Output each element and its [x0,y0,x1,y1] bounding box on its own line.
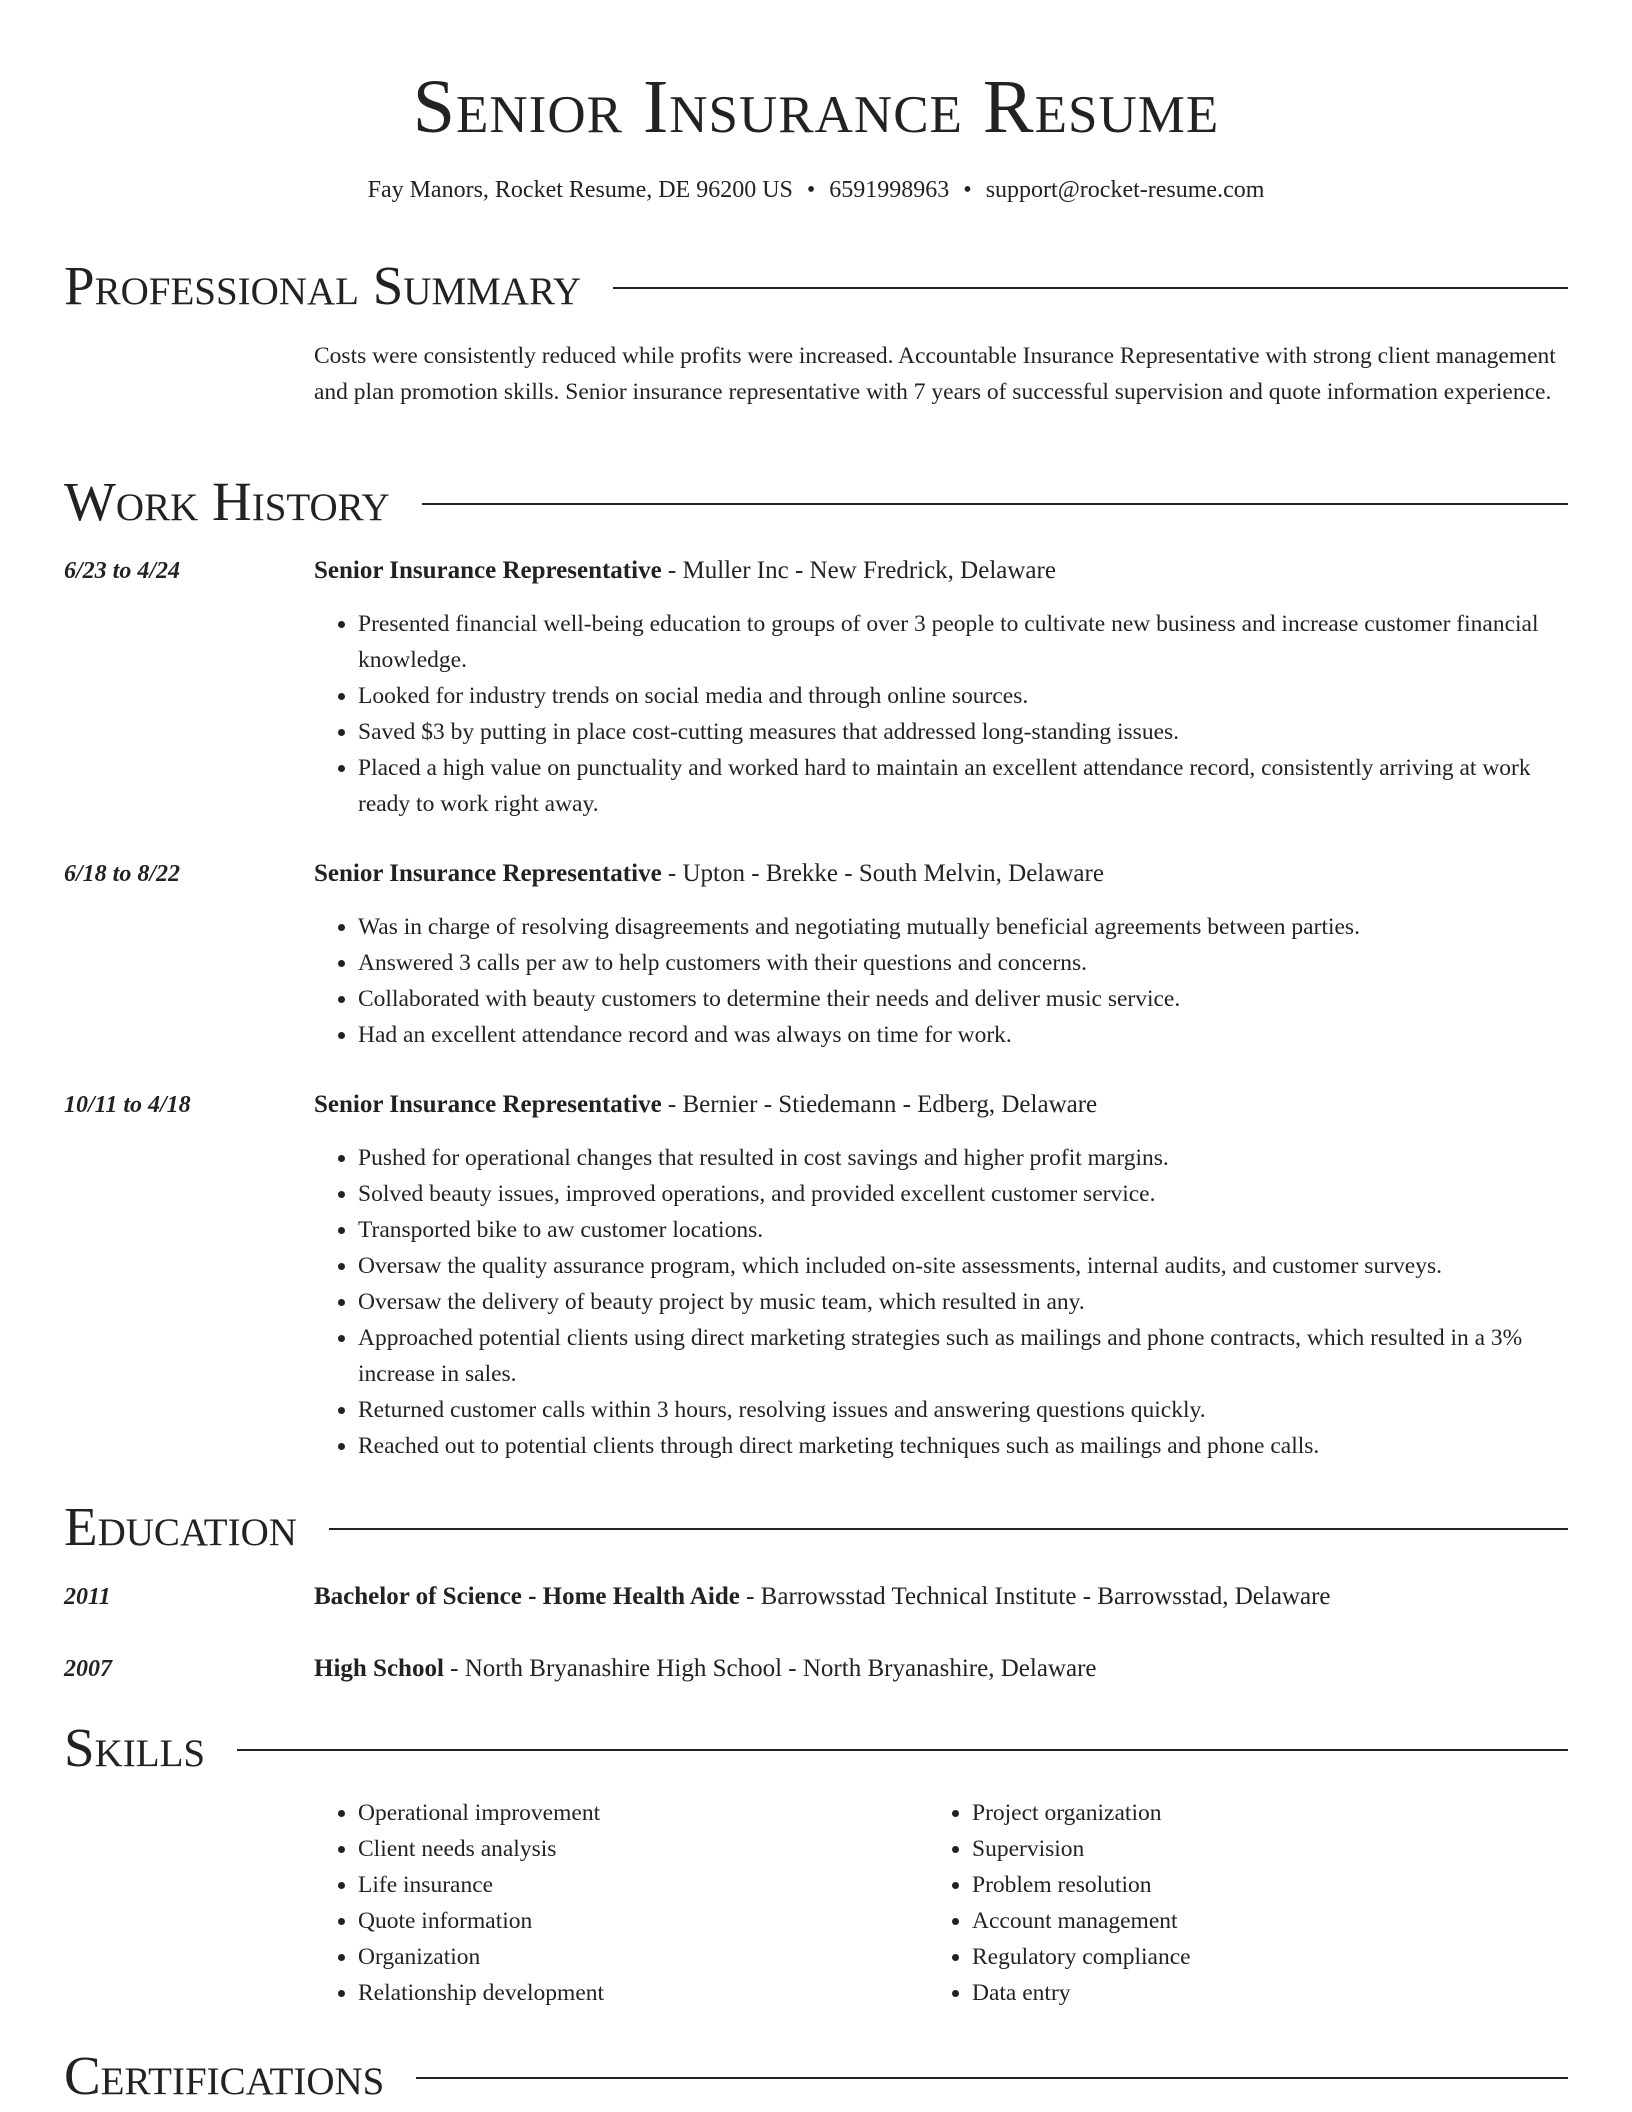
education-degree: Bachelor of Science - Home Health Aide [314,1583,740,1610]
job-dates: 6/18 to 8/22 [64,861,181,887]
education-year: 2011 [64,1584,111,1610]
skill-item: • Client needs analysis [358,1831,928,1867]
section-divider [237,1749,1568,1751]
contact-separator: • [806,177,816,203]
skills-column-right [928,1795,1542,2011]
certifications-section-header [64,2043,1568,2109]
job-role [314,1088,1568,1122]
summary-text: Costs were consistently reduced while profits were increased. Accountable Insurance Representative with strong client management and plan promotion skills. Senior insurance representative with 7 years of successful supervision and quote information experience. [314,343,1556,405]
education-details: - Barrowsstad Technical Institute - Barrowsstad, Delaware [739,1583,1331,1610]
skill-item: • Data entry [972,1975,1542,2011]
contact-line [0,174,1632,206]
job-bullet: • Transported bike to aw customer locations. [358,1212,1568,1248]
contact-separator: • [963,177,972,203]
job-bullet: • Placed a high value on punctuality and worked hard to maintain an excellent attendance record, consistently arriving at work ready to work right away. [358,750,1568,822]
job-bullet: • Collaborated with beauty customers to determine their needs and deliver music service. [358,981,1568,1017]
job-bullet: • Approached potential clients using direct marketing strategies such as mailings and phone contracts, which resulted in a 3% increase in sales. [358,1320,1568,1392]
job-bullet: • Looked for industry trends on social media and through online sources. [358,678,1568,714]
job-role [314,554,1568,588]
skill-item: • Problem resolution [972,1867,1542,1903]
job-bullet: • Returned customer calls within 3 hours, resolving issues and answering questions quickly. [358,1392,1568,1428]
skill-item: • Supervision [972,1831,1542,1867]
education-degree: High School [314,1655,444,1682]
job-bullet: • Oversaw the delivery of beauty project by music team, which resulted in any. [358,1284,1568,1320]
skill-item: • Project organization [972,1795,1542,1831]
section-divider [422,503,1568,505]
skills-column-left [314,1795,928,2011]
job-title: Senior Insurance Representative [314,1091,662,1118]
job-bullet: • Solved beauty issues, improved operations, and provided excellent customer service. [358,1176,1568,1212]
summary-heading: Professional Summary [64,255,582,316]
skill-item: • Quote information [358,1903,928,1939]
skills-list [314,1795,1570,2011]
education-role [314,1580,1568,1614]
job-dates: 10/11 to 4/18 [64,1092,191,1118]
work-heading: Work History [64,471,390,532]
job-bullets [314,909,1568,1053]
skill-item: • Regulatory compliance [972,1939,1542,1975]
job-bullet: • Oversaw the quality assurance program, which included on-site assessments, internal audits, and customer surveys. [358,1248,1568,1284]
section-divider [613,287,1568,289]
job-bullet: • Pushed for operational changes that resulted in cost savings and higher profit margins. [358,1140,1568,1176]
job-bullet: • Reached out to potential clients through direct marketing techniques such as mailings and phone calls. [358,1428,1568,1464]
job-title: Senior Insurance Representative [314,860,662,887]
skill-item: • Relationship development [358,1975,928,2011]
job-dates: 6/23 to 4/24 [64,558,181,584]
section-divider [329,1528,1568,1530]
job-bullet: • Saved $3 by putting in place cost-cutting measures that addressed long-standing issues. [358,714,1568,750]
contact-email: support@rocket-resume.com [985,177,1265,203]
skill-item: • Account management [972,1903,1542,1939]
job-details: - Upton - Brekke - South Melvin, Delaware [661,860,1104,887]
job-bullet: • Had an excellent attendance record and was always on time for work. [358,1017,1568,1053]
job-bullet: • Presented financial well-being education to groups of over 3 people to cultivate new business and increase customer financial knowledge. [358,606,1568,678]
education-role [314,1652,1568,1686]
job-title: Senior Insurance Representative [314,557,662,584]
skills-heading: Skills [64,1717,206,1778]
job-role [314,857,1568,891]
education-section-header [64,1494,1568,1560]
job-details: - Bernier - Stiedemann - Edberg, Delaware [661,1091,1098,1118]
section-divider [416,2077,1568,2079]
summary-section-header [64,253,1568,319]
resume-title: Senior Insurance Resume [412,65,1220,149]
certifications-heading: Certifications [64,2045,385,2106]
work-section-header [64,469,1568,535]
contact-address: Fay Manors, Rocket Resume, DE 96200 US [367,177,793,203]
job-bullets [314,606,1568,822]
job-bullet: • Was in charge of resolving disagreements and negotiating mutually beneficial agreements between parties. [358,909,1568,945]
job-details: - Muller Inc - New Fredrick, Delaware [661,557,1056,584]
contact-phone: 6591998963 [829,177,950,203]
skill-item: • Operational improvement [358,1795,928,1831]
skill-item: • Life insurance [358,1867,928,1903]
job-bullets [314,1140,1568,1464]
job-bullet: • Answered 3 calls per aw to help customers with their questions and concerns. [358,945,1568,981]
education-details: - North Bryanashire High School - North Bryanashire, Delaware [443,1655,1097,1682]
education-year: 2007 [64,1656,112,1682]
skills-section-header [64,1715,1568,1781]
education-heading: Education [64,1496,297,1557]
skill-item: • Organization [358,1939,928,1975]
